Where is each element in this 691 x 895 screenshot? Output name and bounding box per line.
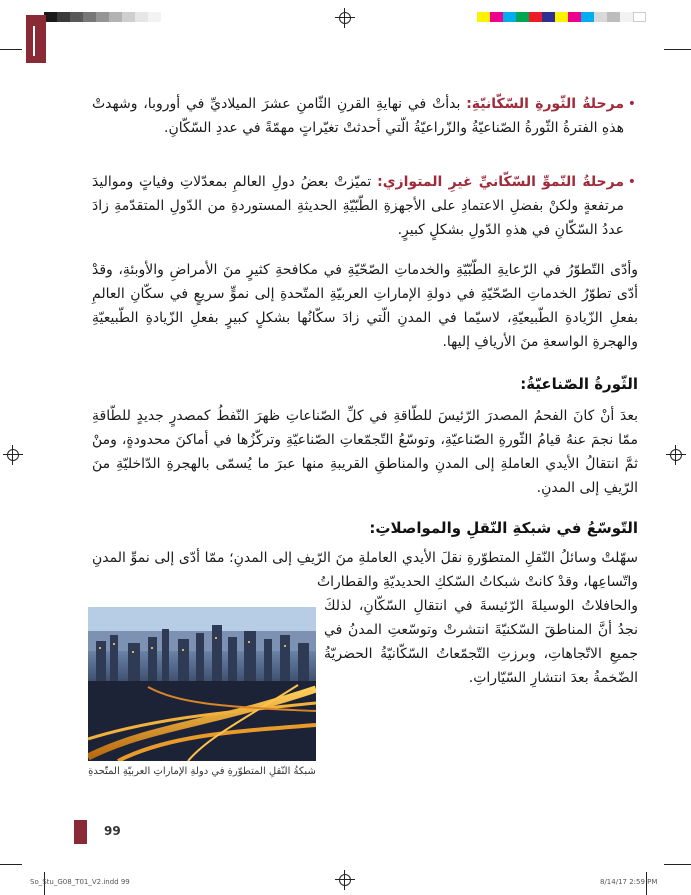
- registration-mark-left-icon: [7, 449, 19, 461]
- color-swatch: [607, 12, 620, 22]
- color-swatch: [529, 12, 542, 22]
- page-number: 99: [104, 824, 121, 838]
- image-caption: شبكةُ النّقلِ المتطوّرةِ في دولةِ الإماراتِ العربيّةِ المتّحدةِ: [88, 766, 316, 777]
- gray-swatch: [135, 12, 148, 22]
- bullet-text: تميّزتْ بعضُ دولِ العالمِ بمعدّلاتِ وفياتٍ ومواليدَ مرتفعةٍ ولكنْ بفضلِ الاعتمادِ على الأجهزةِ الطّبّيّةِ الحديثةِ المستوردةِ من الدّولِ المتقدّمةِ زادَ عددُ السّكّانِ في هذهِ الدّولِ بشكلٍ كبيرٍ.: [92, 174, 624, 238]
- section-text: سهّلتْ وسائلُ النّقلِ المتطوّرةِ نقلَ الأيدي العاملةِ منَ الرّيفِ إلى المدنِ؛ ممّا أدّى إلى نموِّ المدنِ واتّساعِها، وقدْ كانتْ شبكاتُ السّككِ الحديديّةِ والقطاراتُ: [92, 550, 638, 590]
- grayscale-calibration-bar: [44, 12, 161, 22]
- crop-mark: [664, 864, 691, 865]
- registration-mark-top-icon: [339, 12, 351, 24]
- color-swatch: [555, 12, 568, 22]
- color-calibration-bar: [477, 12, 646, 22]
- registration-mark-bottom-icon: [339, 874, 351, 886]
- gray-swatch: [57, 12, 70, 22]
- color-swatch: [503, 12, 516, 22]
- chapter-tab-line: [33, 26, 35, 56]
- crop-mark: [0, 49, 22, 50]
- color-swatch: [477, 12, 490, 22]
- registration-mark-right-icon: [670, 449, 682, 461]
- bullet-item: [92, 92, 636, 140]
- color-swatch: [594, 12, 607, 22]
- bullet-item: [92, 170, 636, 242]
- section-heading: التّوسّعُ في شبكةِ النّقلِ والمواصلاتِ:: [369, 519, 638, 537]
- gray-swatch: [70, 12, 83, 22]
- gray-swatch: [148, 12, 161, 22]
- color-swatch: [620, 12, 633, 22]
- bullet-text: بدأتْ في نهايةِ القرنِ الثّامنِ عشرَ الميلاديِّ في أوروبا، وشهدتْ هذهِ الفترةُ الثّورةُ الصّناعيّةُ والزّراعيّةُ الّتي أحدثتْ تغيّراتٍ مهمّةً في عددِ السّكّانِ.: [92, 96, 624, 136]
- color-swatch: [633, 12, 646, 22]
- chapter-tab: [26, 15, 46, 63]
- section-text-wrapped: والحافلاتُ الوسيلةَ الرّئيسةَ في انتقالِ السّكّانِ، لذلكَ نجدُ أنَّ المناطقَ السّكنيّةَ انتشرتْ وتوسّعتِ المدنُ في جميعِ الاتّجاهاتِ، وبرزتِ التّجمّعاتُ السّكّانيّةُ الحضريّةُ الضّخمةُ بعدَ انتشارِ السّيّاراتِ.: [324, 598, 638, 686]
- crop-mark: [0, 864, 22, 865]
- date-slug: 8/14/17 2:59 PM: [600, 878, 658, 886]
- gray-swatch: [109, 12, 122, 22]
- bullet-title: مرحلةُ النّموِّ السّكّانيِّ غيرِ المتوازي:: [377, 174, 624, 190]
- city-skyline-illustration: [88, 607, 316, 761]
- city-transport-photo: [88, 607, 316, 761]
- section-heading: الثّورةُ الصّناعيّةُ:: [520, 375, 638, 393]
- color-swatch: [490, 12, 503, 22]
- color-swatch: [516, 12, 529, 22]
- bullet-title: مرحلةُ الثّورةِ السّكّانيّةِ:: [466, 96, 624, 112]
- color-swatch: [542, 12, 555, 22]
- file-slug: So_Stu_G08_T01_V2.indd 99: [30, 878, 130, 886]
- paragraph: وأدّى التّطوّرُ في الرّعايةِ الطّبّيّةِ والخدماتِ الصّحّيّةِ في مكافحةِ كثيرٍ منَ الأمراضِ والأوبئةِ، وقدْ أدّى تطوّرُ الخدماتِ الصّحّيّةِ في دولةِ الإماراتِ العربيّةِ المتّحدةِ إلى نموٍّ سريعٍ في سكّانِ العالمِ بفعلِ الزّيادةِ الطّبيعيّةِ، لاسيّما في المدنِ الّتي زادَ سكّانُها بشكلٍ كبيرٍ بفعلِ الزّيادةِ الطّبيعيّةِ والهجرةِ الواسعةِ منَ الأريافِ إليها.: [92, 262, 638, 350]
- gray-swatch: [122, 12, 135, 22]
- color-swatch: [581, 12, 594, 22]
- page-number-marker: [74, 820, 87, 844]
- gray-swatch: [96, 12, 109, 22]
- color-swatch: [568, 12, 581, 22]
- crop-mark: [664, 49, 691, 50]
- section-text: بعدَ أنْ كانَ الفحمُ المصدرَ الرّئيسَ للطّاقةِ في كلِّ الصّناعاتِ ظهرَ النّفطُ كمصدرٍ جديدٍ للطّاقةِ ممّا نجمَ عنهُ قيامُ الثّورةِ الصّناعيّةِ، وتوسّعُ التّجمّعاتِ الصّناعيّةِ وتركّزُها في أماكنَ محدودةٍ، ومنْ ثمَّ انتقالُ الأيدي العاملةِ إلى المدنِ والمناطقِ القريبةِ منها عبرَ ما يُسمّى بالهجرةِ الدّاخليّةِ منَ الرّيفِ إلى المدنِ.: [92, 408, 638, 496]
- gray-swatch: [83, 12, 96, 22]
